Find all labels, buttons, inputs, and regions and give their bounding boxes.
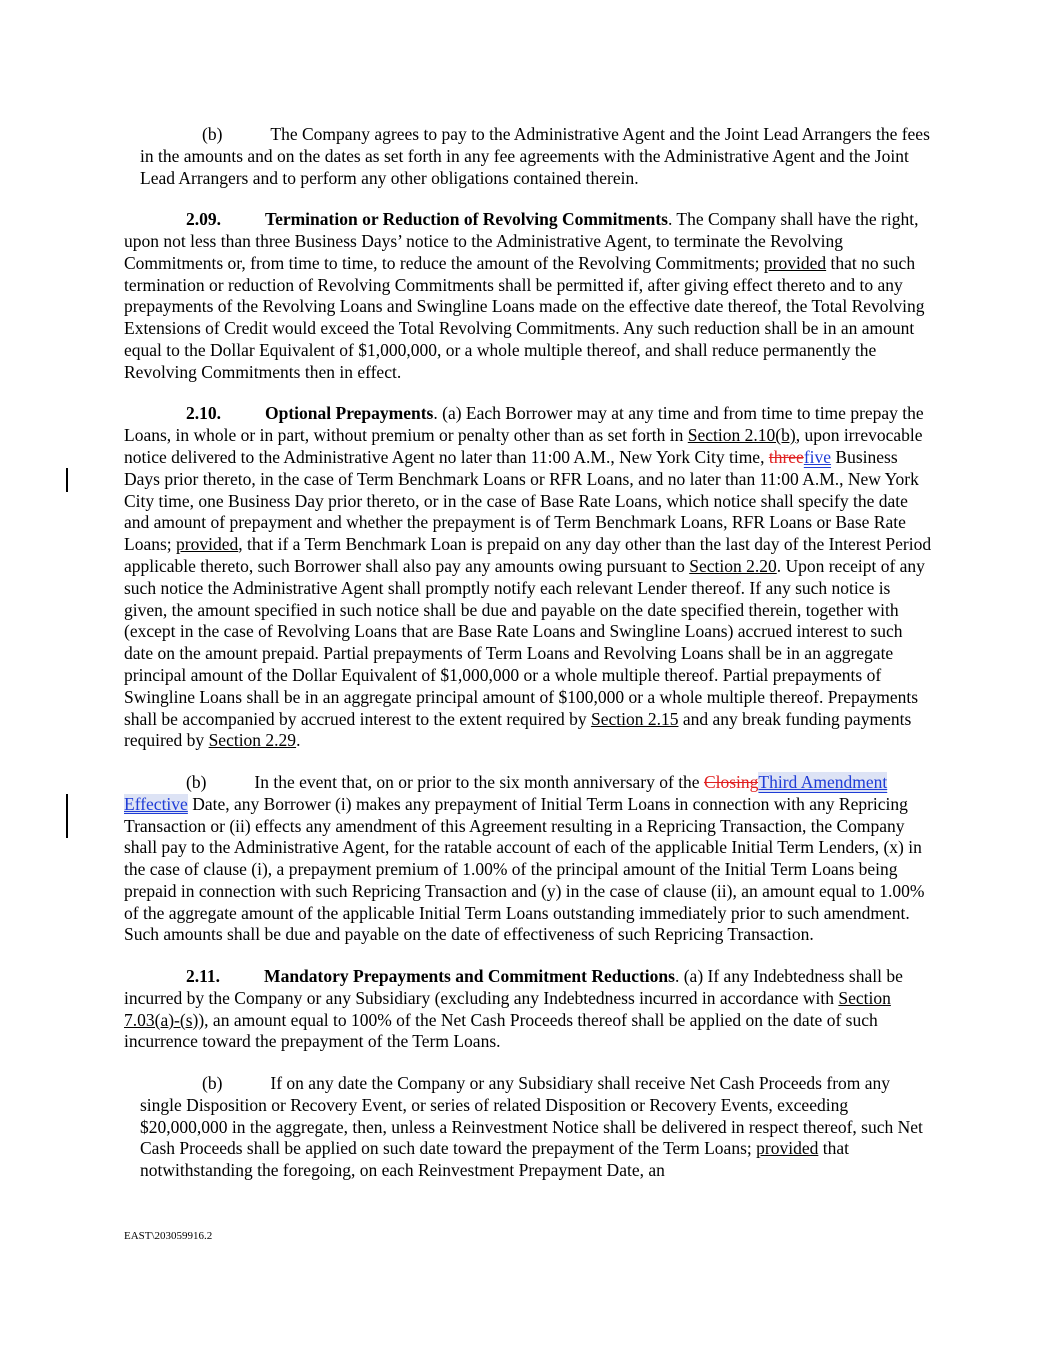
section-2-09: 2.09. Termination or Reduction of Revolving Commitments. The Company shall have the right, upon not less than three Business Days’ notice to the Administrative Agent, to terminate the Revolving Commitments or, from time to time, to reduce the amount of the Revolving Commitments; provided that no such termination or reduction of Revolving Commitments shall be permitted if, after giving effect thereto and to any prepayments of the Revolving Loans and Swingline Loans made on the effective date thereof, the Total Revolving Extensions of Credit would exceed the Total Revolving Commitments. Any such reduction shall be in an amount equal to the Dollar Equivalent of $1,000,000, or a whole multiple thereof, and shall reduce permanently the Revolving Commitments then in effect. [124,209,925,382]
clause-label: (b) [202,124,223,144]
change-bar-1 [66,468,68,492]
section-reference: Section 2.20 [689,555,777,576]
change-bar-2 [66,794,68,838]
document-page [124,124,934,1182]
section-number: 2.11. [186,966,221,987]
section-reference: Section 2.29 [208,730,297,751]
provided-term: provided [756,1138,819,1159]
clause-label: (b) [186,771,207,792]
provided-term: provided [763,252,827,273]
document-id-footer: EAST\203059916.2 [124,1230,213,1242]
section-reference: Section 7.03(a)-(s) [124,987,891,1030]
inserted-text: Third Amendment Effective [124,771,888,814]
section-2-10: 2.10. Optional Prepayments. (a) Each Borrower may at any time and from time to time prepay the Loans, in whole or in part, without premium or penalty other than as set forth in Section 2.10(b), upon irrevocable notice delivered to the Administrative Agent no later than 11:00 A.M., New York City time, threefive Business Days prior thereto, in the case of Term Benchmark Loans or RFR Loans, and no later than 11:00 A.M., New York City time, one Business Day prior thereto, or in the case of Base Rate Loans, which notice shall specify the date and amount of prepayment and whether the prepayment is of Term Benchmark Loans, RFR Loans or Base Rate Loans; provided, that if a Term Benchmark Loan is prepaid on any day other than the last day of the Interest Period applicable thereto, such Borrower shall also pay any amounts owing pursuant to Section 2.20. Upon receipt of any such notice the Administrative Agent shall promptly notify each relevant Lender thereof. If any such notice is given, the amount specified in such notice shall be due and payable on the date specified therein, together with (except in the case of Revolving Loans that are Base Rate Loans and Swingline Loans) accrued interest to such date on the amount prepaid. Partial prepayments of Term Loans and Revolving Loans shall be in an aggregate principal amount of the Dollar Equivalent of $1,000,000 or a whole multiple thereof. Partial prepayments of Swingline Loans shall be in an aggregate principal amount of $100,000 or a whole multiple thereof. Prepayments shall be accompanied by accrued interest to the extent required by Section 2.15 and any break funding payments required by Section 2.29. [124,403,932,751]
section-heading: Mandatory Prepayments and Commitment Reductions [264,966,675,987]
section-heading: Optional Prepayments [265,403,434,424]
clause-label: (b) [202,1073,223,1094]
section-reference: Section 2.10(b) [687,425,796,446]
paragraph-text: The Company agrees to pay to the Administrative Agent and the Joint Lead Arrangers the fees in the amounts and on the dates as set forth in any fee agreements with the Administrative Agent and the Joint Lead Arrangers and to perform any other obligations contained therein. [140,124,930,188]
section-number: 2.09. [186,209,221,230]
deleted-text: three [768,446,804,467]
paragraph-2-10-b: (b) In the event that, on or prior to the six month anniversary of the ClosingThird Amendment Effective Date, any Borrower (i) makes any prepayment of Initial Term Loans in connection with any Repricing Transaction or (ii) effects any amendment of this Agreement resulting in a Repricing Transaction, the Company shall pay to the Administrative Agent, for the ratable account of each of the applicable Initial Term Lenders, (x) in the case of clause (i), a prepayment premium of 1.00% of the principal amount of the Initial Term Loans being prepaid in connection with such Repricing Transaction and (y) in the case of clause (ii), an amount equal to 1.00% of the aggregate amount of the applicable Initial Term Loans outstanding immediately prior to such amendment. Such amounts shall be due and payable on the date of effectiveness of such Repricing Transaction. [124,771,925,945]
paragraph-2-08-b [124,124,934,189]
section-2-11: 2.11. Mandatory Prepayments and Commitment Reductions. (a) If any Indebtedness shall be incurred by the Company or any Subsidiary (excluding any Indebtedness incurred in accordance with Section 7.03(a)-(s)), an amount equal to 100% of the Net Cash Proceeds thereof shall be applied on the date of such incurrence toward the prepayment of the Term Loans. [124,966,903,1052]
paragraph-2-11-b: (b) If on any date the Company or any Subsidiary shall receive Net Cash Proceeds from any single Disposition or Recovery Event, or series of related Disposition or Recovery Events, exceeding $20,000,000 in the aggregate, then, unless a Reinvestment Notice shall be delivered in respect thereof, such Net Cash Proceeds shall be applied on such date toward the prepayment of the Term Loans; provided that notwithstanding the foregoing, on each Reinvestment Prepayment Date, an [140,1073,923,1181]
section-number: 2.10. [186,403,221,424]
section-heading: Termination or Reduction of Revolving Commitments [265,209,668,230]
inserted-text: five [803,446,832,467]
section-reference: Section 2.15 [590,708,679,729]
provided-term: provided [176,534,239,555]
deleted-text: Closing [703,771,759,792]
